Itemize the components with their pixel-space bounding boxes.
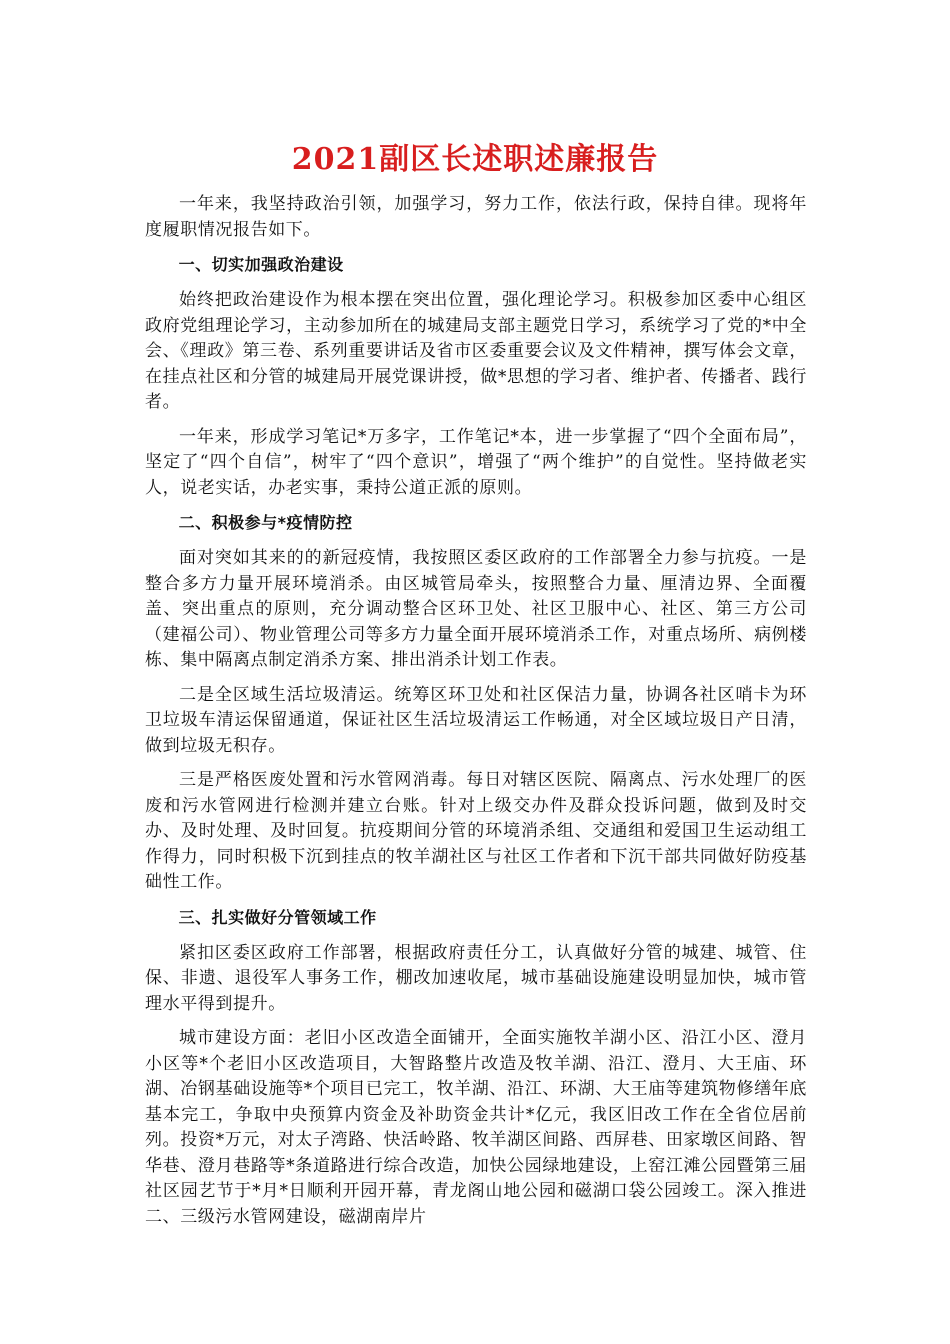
- intro-paragraph: 一年来，我坚持政治引领，加强学习，努力工作，依法行政，保持自律。现将年度履职情况报告如下。: [145, 194, 807, 240]
- document-title: 2021副区长述职述廉报告: [291, 142, 659, 177]
- section-paragraph: 一年来，形成学习笔记*万多字，工作笔记*本，进一步掌握了“四个全面布局”，坚定了“四个自信”，树牢了“四个意识”，增强了“两个维护”的自觉性。坚持做老实人，说老实话，办老实事，秉持公道正派的原则。: [145, 426, 807, 498]
- section-heading: 二、积极参与*疫情防控: [178, 513, 353, 532]
- section-heading: 三、扎实做好分管领域工作: [178, 907, 377, 927]
- section-assigned-work: [145, 905, 807, 1231]
- section-paragraph: 始终把政治建设作为根本摆在突出位置，强化理论学习。积极参加区委中心组区政府党组理论学习，主动参加所在的城建局支部主题党日学习，系统学习了党的*中全会、《理政》第三卷、系列重要讲话及省市区委重要会议及文件精神，撰写体会文章，在挂点社区和分管的城建局开展党课讲授，做*思想的学习者、维护者、传播者、践行者。: [145, 290, 807, 412]
- document-body: [145, 192, 807, 1239]
- section-political-building: [145, 252, 807, 501]
- section-paragraph: 二是全区域生活垃圾清运。统筹区环卫处和社区保洁力量，协调各社区哨卡为环卫垃圾车清运保留通道，保证社区生活垃圾清运工作畅通，对全区域垃圾日产日清，做到垃圾无积存。: [145, 684, 807, 756]
- section-paragraph: 三是严格医废处置和污水管网消毒。每日对辖区医院、隔离点、污水处理厂的医废和污水管网进行检测并建立台账。针对上级交办件及群众投诉问题，做到及时交办、及时处理、及时回复。抗疫期间分管的环境消杀组、交通组和爱国卫生运动组工作得力，同时积极下沉到挂点的牧羊湖社区与社区工作者和下沉干部共同做好防疫基础性工作。: [145, 770, 807, 892]
- section-paragraph: 城市建设方面：老旧小区改造全面铺开，全面实施牧羊湖小区、沿江小区、澄月小区等*个老旧小区改造项目，大智路整片改造及牧羊湖、沿江、澄月、大王庙、环湖、冶钢基础设施等*个项目已完工，牧羊湖、沿江、环湖、大王庙等建筑物修缮年底基本完工，争取中央预算内资金及补助资金共计*亿元，我区旧改工作在全省位居前列。投资*万元，对太子湾路、快活岭路、牧羊湖区间路、西屏巷、田家墩区间路、智华巷、澄月巷路等*条道路进行综合改造，加快公园绿地建设，上窑江滩公园暨第三届社区园艺节于*月*日顺利开园开幕，青龙阁山地公园和磁湖口袋公园竣工。深入推进二、三级污水管网建设，磁湖南岸片: [145, 1028, 807, 1227]
- section-epidemic-control: [145, 510, 807, 896]
- section-paragraph: 紧扣区委区政府工作部署，根据政府责任分工，认真做好分管的城建、城管、住保、非遗、退役军人事务工作，棚改加速收尾，城市基础设施建设明显加快，城市管理水平得到提升。: [145, 942, 807, 1014]
- section-heading: 一、切实加强政治建设: [178, 255, 344, 274]
- section-paragraph: 面对突如其来的的新冠疫情，我按照区委区政府的工作部署全力参与抗疫。一是整合多方力量开展环境消杀。由区城管局牵头，按照整合力量、厘清边界、全面覆盖、突出重点的原则，充分调动整合区环卫处、社区卫服中心、社区、第三方公司（建福公司）、物业管理公司等多方力量全面开展环境消杀工作，对重点场所、病例楼栋、集中隔离点制定消杀方案、排出消杀计划工作表。: [145, 548, 807, 670]
